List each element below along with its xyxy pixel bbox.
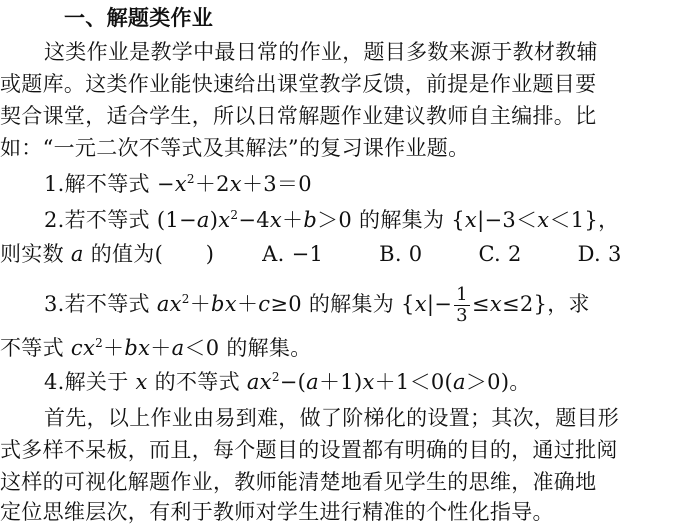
problem-2-prefix: 2.若不等式: [44, 208, 150, 232]
problem-3-prefix: 3.若不等式: [44, 292, 150, 316]
fraction-one-third: $\frac{1}{3}$: [456, 284, 468, 326]
problem-2-line2-prefix: 则实数: [0, 242, 64, 266]
problem-3-line2-suffix: 的解集。: [226, 336, 312, 360]
problem-2-line-2: 则实数 a 的值为( ) A. −1 B. 0 C. 2 D. 3: [0, 242, 622, 266]
problem-3-formula: $ax^2+bx+c\ge 0$: [156, 292, 302, 316]
paragraph1-line-4: 如：“一元二次不等式及其解法”的复习课作业题。: [0, 136, 470, 160]
paragraph1-line-3: 契合课堂，适合学生，所以日常解题作业建议教师自主编排。比: [0, 104, 597, 128]
problem-2-choice-d: D. 3: [577, 242, 622, 266]
problem-2-line2-suffix: 的值为( ): [90, 242, 215, 266]
problem-1-formula: $-x^2+2x+3=0$: [156, 172, 312, 196]
problem-2-formula: $(1-a)x^2-4x+b>0$: [156, 208, 353, 232]
problem-3-suffix: ，求: [547, 292, 590, 316]
problem-2-solution-set: {x|−3＜x＜1}: [451, 208, 599, 232]
paragraph1-line-1: 这类作业是教学中最日常的作业，题目多数来源于教材教辅: [44, 40, 598, 64]
problem-3-line-2: [0, 332, 312, 364]
problem-1-prefix: 1.解不等式: [44, 172, 150, 196]
problem-4: 4.解关于 x 的不等式 $ax^2-(a+1)x+1<0(a>0)$。: [44, 370, 531, 394]
problem-4-formula: $ax^2-(a+1)x+1<0(a>0)$: [246, 370, 510, 394]
problem-3: [44, 282, 590, 326]
problem-1: [44, 168, 312, 200]
section-heading: 一、解题类作业: [64, 6, 214, 30]
problem-2: 2.若不等式 $(1-a)x^2-4x+b>0$ 的解集为 {x|−3＜x＜1}，: [44, 208, 620, 232]
problem-2-choice-b: B. 0: [379, 242, 423, 266]
problem-2-choice-c: C. 2: [478, 242, 522, 266]
problem-3-formula-2: $cx^2+bx+a<0$: [70, 336, 220, 360]
paragraph2-line-2: 式多样不呆板，而且，每个题目的设置都有明确的目的，通过批阅: [0, 438, 618, 462]
problem-2-choice-a: A. −1: [262, 242, 324, 266]
paragraph2-line-4: 定位思维层次，有利于教师对学生进行精准的个性化指导。: [0, 500, 554, 524]
problem-3-line2-prefix: 不等式: [0, 336, 64, 360]
problem-2-mid: 的解集为: [359, 208, 445, 232]
problem-4-suffix: 。: [509, 370, 531, 394]
paragraph1-line-2: 或题库。这类作业能快速给出课堂教学反馈，前提是作业题目要: [0, 72, 597, 96]
problem-4-mid: 的不等式: [154, 370, 240, 394]
paragraph2-line-1: 首先，以上作业由易到难，做了阶梯化的设置；其次，题目形: [44, 406, 620, 430]
problem-4-prefix: 4.解关于: [44, 370, 129, 394]
problem-3-solution-set: {x|− $\frac{1}{3}$ ≤x≤2}: [401, 284, 548, 326]
paragraph2-line-3: 这样的可视化解题作业，教师能清楚地看见学生的思维，准确地: [0, 470, 597, 494]
problem-3-mid: 的解集为: [308, 292, 395, 316]
